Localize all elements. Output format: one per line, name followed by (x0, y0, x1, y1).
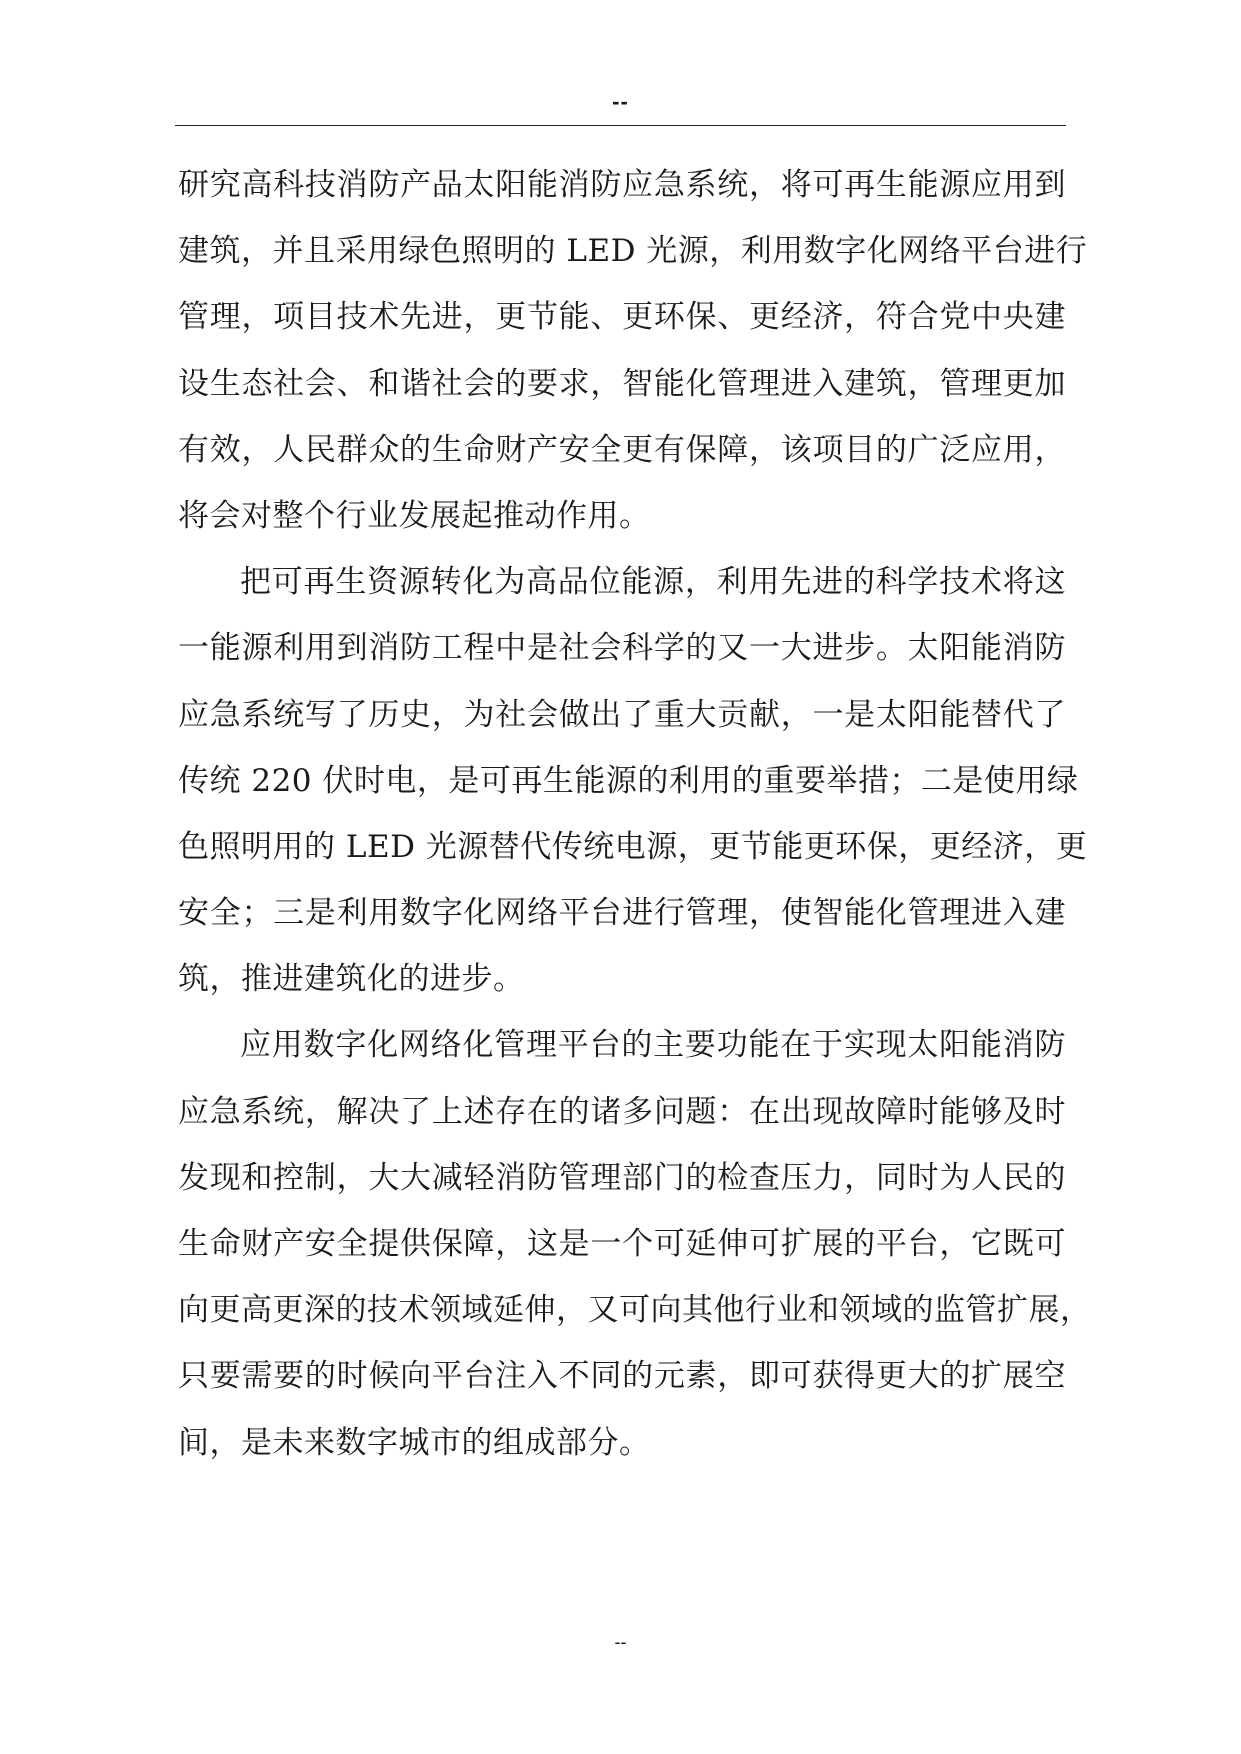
paragraph-line: 生命财产安全提供保障，这是一个可延伸可扩展的平台，它既可 (178, 1226, 1066, 1262)
paragraph-line: 研究高科技消防产品太阳能消防应急系统，将可再生能源应用到 (178, 167, 1066, 203)
paragraph-2 (178, 549, 1088, 1012)
paragraph-line: 管理，项目技术先进，更节能、更环保、更经济，符合党中央建 (178, 299, 1066, 336)
paragraph-line: 传统 220 伏时电，是可再生能源的利用的重要举措；二是使用绿 (178, 762, 1079, 799)
paragraph-line: 有效，人民群众的生命财产安全更有保障，该项目的广泛应用， (178, 431, 1066, 468)
paragraph-line: 应用数字化网络化管理平台的主要功能在于实现太阳能消防 (240, 1027, 1066, 1064)
page-header-mark: -- (612, 89, 629, 114)
paragraph-line: 把可再生资源转化为高品位能源，利用先进的科学技术将这 (240, 564, 1066, 601)
paragraph-line: 间，是未来数字城市的组成部分。 (178, 1424, 651, 1461)
paragraph-line: 向更高更深的技术领域延伸，又可向其他行业和领域的监管扩展， (178, 1292, 1092, 1329)
paragraph-line: 安全；三是利用数字化网络平台进行管理，使智能化管理进入建 (178, 895, 1066, 932)
paragraph-line: 发现和控制，大大减轻消防管理部门的检查压力，同时为人民的 (178, 1159, 1066, 1196)
paragraph-line: 应急系统，解决了上述存在的诸多问题：在出现故障时能够及时 (178, 1093, 1066, 1130)
paragraph-1 (178, 152, 1088, 549)
paragraph-line: 将会对整个行业发展起推动作用。 (178, 497, 651, 534)
paragraph-3 (178, 1012, 1092, 1475)
paragraph-line: 只要需要的时候向平台注入不同的元素，即可获得更大的扩展空 (178, 1358, 1066, 1395)
header-rule (175, 125, 1066, 126)
page-footer-mark: -- (614, 1632, 627, 1652)
paragraph-line: 筑，推进建筑化的进步。 (178, 961, 525, 998)
paragraph-line: 应急系统写了历史，为社会做出了重大贡献，一是太阳能替代了 (178, 696, 1066, 733)
paragraph-line: 设生态社会、和谐社会的要求，智能化管理进入建筑，管理更加 (178, 365, 1066, 402)
document-body (178, 152, 1092, 1476)
paragraph-line: 一能源利用到消防工程中是社会科学的又一大进步。太阳能消防 (178, 630, 1066, 667)
paragraph-line: 建筑，并且采用绿色照明的 LED 光源，利用数字化网络平台进行 (178, 233, 1088, 270)
paragraph-line: 色照明用的 LED 光源替代传统电源，更节能更环保，更经济，更 (178, 828, 1088, 865)
